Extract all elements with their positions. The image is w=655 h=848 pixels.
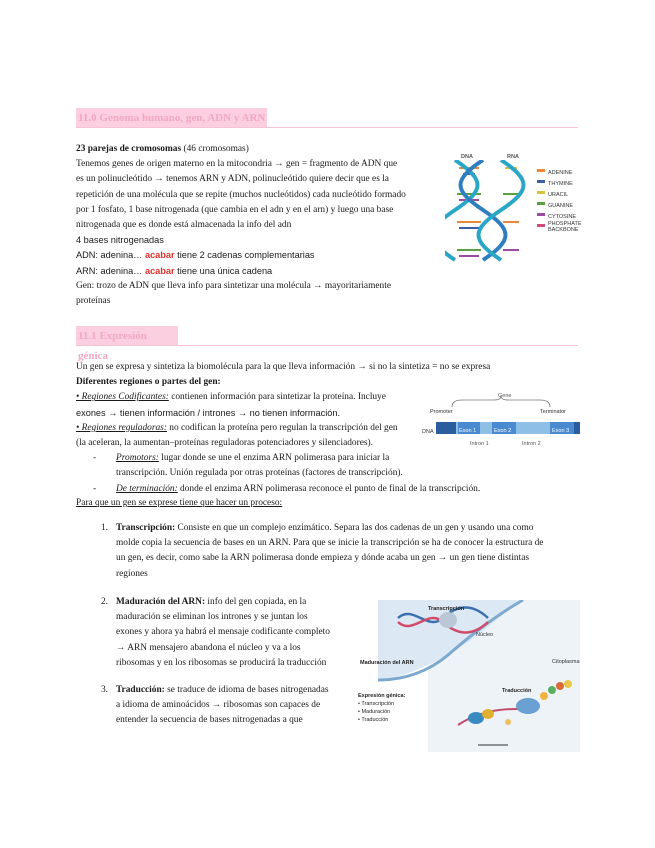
item-body <box>116 595 366 671</box>
dna-label: DNA <box>461 154 473 160</box>
item-line <box>116 521 580 536</box>
gene-expression-figure <box>358 600 580 752</box>
process-title-text: Para que un gen se exprese tiene que hacer un proceso: <box>76 498 283 508</box>
regions-title: Diferentes regiones o partes del gen: <box>76 377 221 388</box>
legend-item: • Transcripción <box>358 701 395 707</box>
arn-line <box>76 264 446 279</box>
rna-label: RNA <box>507 154 519 160</box>
item-line: maduración se eliminan los intrones y se juntan los <box>116 612 308 623</box>
legend-label: PHOSPHATE BACKBONE <box>548 221 582 233</box>
process-title <box>76 496 282 511</box>
exons-line: exones → tienen información / intrones → no tienen información. <box>76 407 341 418</box>
item-text: info del gen copiada, en la <box>205 597 307 607</box>
item-line: un gen, es decir, como sabe la ARN polimerasa donde empieza y dónde acaba un gen → un gen tiene distintas <box>116 553 530 564</box>
legend-swatch <box>537 224 545 227</box>
regulatory-line-2: (la aceleran, la aumentan–proteínas reguladoras potenciadores y silenciadores). <box>76 438 374 449</box>
arn-todo: acabar <box>144 265 175 276</box>
terminator-label: Terminator <box>540 409 566 415</box>
text-line: nitrogenada que es donde está almacenada la info del adn <box>76 220 292 231</box>
section-header-line <box>76 345 578 346</box>
section-header-line <box>76 127 578 128</box>
legend-item: • Maduración <box>358 709 391 715</box>
expression-legend <box>358 692 428 724</box>
item-line: ribosomas y en los ribosomas se producirá la traducción <box>116 657 327 668</box>
gene-label: Gene <box>498 393 512 399</box>
gene-structure-figure <box>422 389 580 453</box>
bullet-dash: - <box>93 483 97 494</box>
promotor-line-2: transcripción. Unión regulada por otras proteínas (factores de transcripción). <box>116 468 403 479</box>
regulatory-label: • Regiones reguladoras: <box>76 422 167 433</box>
legend-label: ADENINE <box>548 170 573 176</box>
section-header-11-0: 11.0 Genoma humano, gen, ADN y ARN <box>76 108 267 128</box>
terminator-region <box>574 422 580 434</box>
legend-swatch <box>537 202 545 205</box>
legend-item-adenine <box>537 166 585 177</box>
item-number: 3. <box>100 685 108 695</box>
chromosome-bold: 23 parejas de cromosomas <box>76 144 182 154</box>
legend-swatch <box>537 180 545 183</box>
bullet-dash: - <box>93 453 97 464</box>
promoter-label: Promoter <box>430 409 453 415</box>
legend-item-cytosine <box>537 210 585 221</box>
promotor-text: lugar donde se une el enzima ARN polimerasa para iniciar la <box>158 453 390 464</box>
legend-item-guanine <box>537 199 585 210</box>
chromosome-line <box>76 142 446 157</box>
item-line: exones y ahora ya habrá el mensaje codificante completo <box>116 627 330 638</box>
regulatory-text: no codifican la proteína pero regulan la transcripción del gen <box>166 422 398 433</box>
exon-1-label: Exon 1 <box>459 428 477 434</box>
maturation-label: Maduración del ARN <box>360 660 414 666</box>
item-title: Transcripción: <box>116 523 176 533</box>
text-line: repetición de una molécula que se repite (muchos nucleótidos) cada nucleótido formado <box>76 189 406 200</box>
text-line: 4 bases nitrogenadas <box>76 235 164 246</box>
legend-item: • Traducción <box>358 717 389 723</box>
promotor-label: Promotors: <box>116 453 159 464</box>
termination-label: De terminación: <box>116 483 178 494</box>
gen-line: Gen: trozo de ADN que lleva info para sintetizar una molécula → mayoritariamente <box>76 280 391 291</box>
legend-item-backbone <box>537 221 585 237</box>
legend-item-uracil <box>537 188 585 199</box>
legend-title: Expresión génica: <box>358 693 406 699</box>
legend-label: GUANINE <box>548 203 574 209</box>
text-line: Tenemos genes de origen materno en la mitocondria → gen = fragmento de ADN que <box>76 159 398 170</box>
item-line: entender la secuencia de bases nitrogenadas a que <box>116 715 303 726</box>
coding-label: • Regiones Codificantes: <box>76 392 169 403</box>
legend-label: URACIL <box>548 192 569 198</box>
adn-todo: acabar <box>144 250 175 261</box>
legend-swatch <box>537 169 545 172</box>
item-line <box>116 595 366 610</box>
item-number: 1. <box>100 523 108 533</box>
gen-line-2: proteínas <box>76 296 111 307</box>
intro-line: Un gen se expresa y sintetiza la biomolécula para la que lleva información → si no la sintetiza = no se expresa <box>76 362 491 372</box>
item-body <box>116 683 366 729</box>
arn-text: ARN: adenina… <box>76 265 145 276</box>
item-title: Traducción: <box>116 685 165 695</box>
item-line: a idioma de aminoácidos → ribosomas son capaces de <box>116 700 321 711</box>
item-line: molde copia la secuencia de bases en un ARN. Para que se inicie la transcripción se ha de conocer la estructura de <box>116 538 544 549</box>
promotor-line <box>76 451 576 466</box>
promoter-region <box>436 422 456 434</box>
item-line: → ARN mensajero abandona el núcleo y va a los <box>116 642 301 653</box>
text-line: es un polinucleótido → tenemos ARN y ADN, polinucleótido quiere decir que es la <box>76 174 389 185</box>
section-header-11-1: 11.1 Expresión génica <box>76 326 178 346</box>
cell-illustration <box>358 600 580 752</box>
termination-text: donde el enzima ARN polimerasa reconoce el punto de final de la transcripción. <box>177 483 481 494</box>
item-number: 2. <box>100 597 108 607</box>
legend-swatch <box>537 213 545 216</box>
dna-rna-figure <box>445 150 585 268</box>
helix-graphic <box>445 160 537 268</box>
item-title: Maduración del ARN: <box>116 597 206 607</box>
adn-line <box>76 248 446 263</box>
legend-item-thymine <box>537 177 585 188</box>
adn-text: ADN: adenina… <box>76 250 145 261</box>
section-11-0-body <box>76 142 446 309</box>
text-line: por 1 fosfato, 1 base nitrogenada (que cambia en el adn y en el arn) y luego una base <box>76 204 394 215</box>
base-legend <box>537 166 585 237</box>
coding-text: contienen información para sintetizar la proteína. Incluye <box>168 392 386 403</box>
item-body <box>116 521 580 582</box>
arn-text-2: tiene una única cadena <box>174 265 273 276</box>
termination-line <box>76 482 576 497</box>
cytoplasm-label: Citoplasma <box>552 659 580 665</box>
intron-2-label: Intron 2 <box>522 441 541 447</box>
item-text: se traduce de idioma de bases nitrogenadas <box>164 685 329 695</box>
legend-swatch <box>537 191 545 194</box>
item-text: Consiste en que un complejo enzimático. Separa las dos cadenas de un gen y usando una como <box>175 523 534 533</box>
exon-2-label: Exon 2 <box>494 428 512 434</box>
dna-strand-label: DNA <box>422 429 434 435</box>
item-line: regiones <box>116 568 148 579</box>
nucleus-label: Núcleo <box>476 632 494 638</box>
legend-label: THYMINE <box>548 181 573 187</box>
legend-label: CYTOSINE <box>548 214 577 220</box>
exon-3-label: Exon 3 <box>552 428 570 434</box>
transcription-label: Transcripción <box>428 606 465 612</box>
translation-label: Traducción <box>502 688 532 694</box>
intron-1-label: Intron 1 <box>470 441 489 447</box>
chromosome-rest: (46 cromosomas) <box>181 144 249 154</box>
adn-text-2: tiene 2 cadenas complementarias <box>174 250 315 261</box>
item-line <box>116 683 366 698</box>
